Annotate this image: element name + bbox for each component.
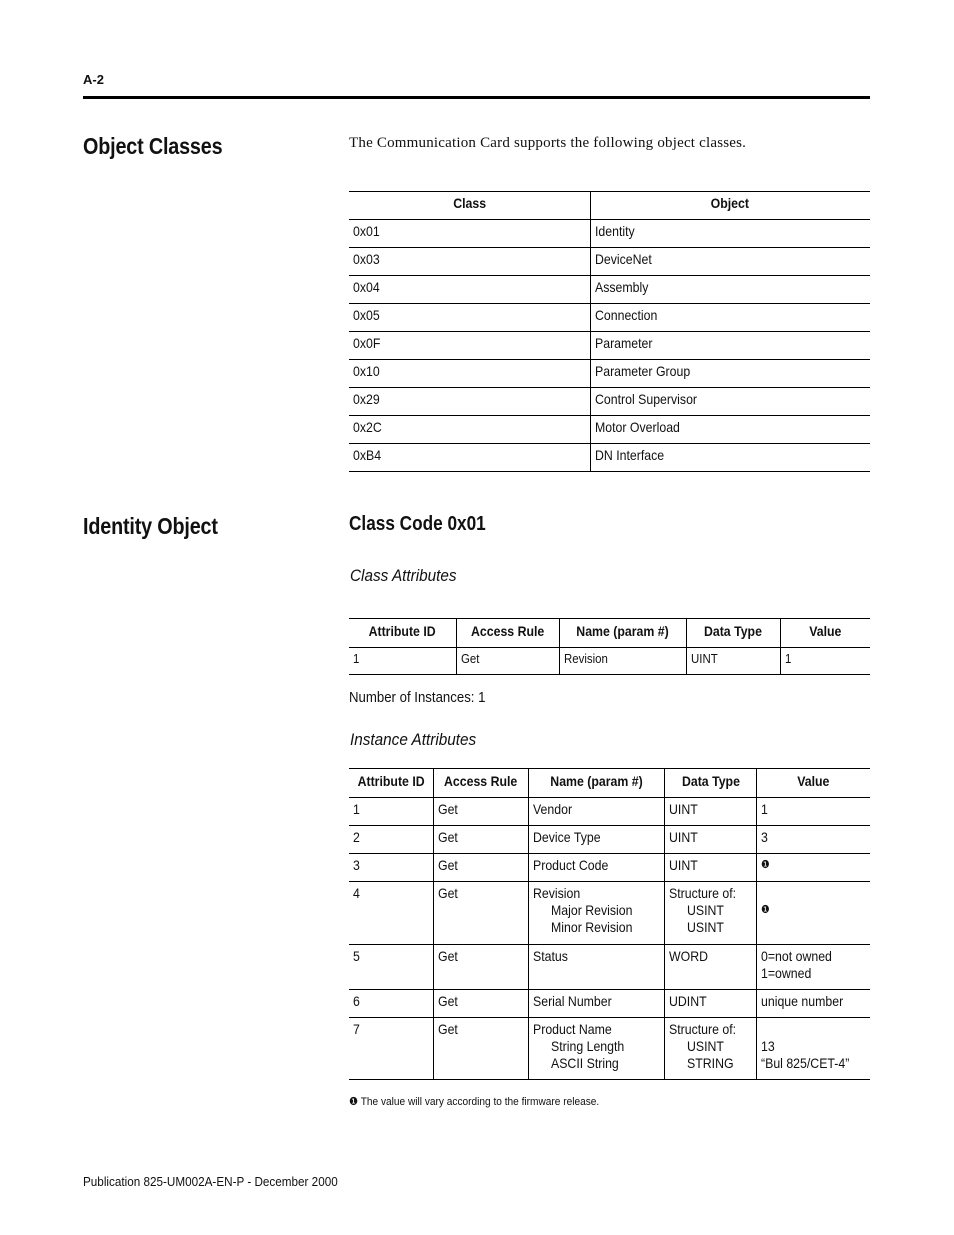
table-row — [349, 444, 870, 472]
table-cell — [349, 304, 590, 332]
column-header: Name (param #) — [559, 619, 686, 648]
cell-text: 13 — [760, 1038, 775, 1054]
table-cell — [349, 416, 590, 444]
cell-text: 0x05 — [353, 307, 380, 323]
table-cell — [528, 882, 664, 945]
cell-text: String Length — [550, 1038, 625, 1054]
table-header-row — [349, 769, 870, 798]
cell-text: Parameter — [594, 335, 653, 351]
table-row — [349, 304, 870, 332]
table-row — [349, 248, 870, 276]
sub-item — [533, 1038, 660, 1055]
number-of-instances: Number of Instances: 1 — [349, 689, 486, 706]
column-header: Attribute ID — [349, 769, 434, 798]
cell-text: Get — [438, 948, 459, 964]
column-header: Access Rule — [456, 619, 559, 648]
cell-text: Structure of: — [669, 885, 737, 901]
class-code-heading: Class Code 0x01 — [349, 513, 486, 535]
table-cell — [590, 360, 870, 388]
sub-item — [669, 902, 751, 919]
table-cell: 1 — [353, 651, 360, 666]
object-classes-intro: The Communication Card supports the following object classes. — [349, 135, 747, 151]
table-cell — [349, 360, 590, 388]
table-cell — [349, 990, 434, 1018]
sub-item — [669, 919, 751, 936]
cell-text: 4 — [353, 885, 360, 901]
column-header: Name (param #) — [528, 769, 664, 798]
table-cell — [756, 882, 870, 945]
cell-text: 3 — [353, 857, 360, 873]
sub-item — [669, 1055, 751, 1072]
cell-text: Device Type — [532, 829, 601, 845]
cell-text: Revision — [532, 885, 581, 901]
column-header: Access Rule — [434, 769, 529, 798]
cell-text: Assembly — [594, 279, 648, 295]
publication-footer: Publication 825-UM002A-EN-P - December 2000 — [83, 1174, 338, 1189]
cell-text: Get — [438, 885, 459, 901]
table-cell — [349, 882, 434, 945]
cell-text: UINT — [669, 857, 699, 873]
table-row — [349, 990, 870, 1018]
cell-text: USINT — [687, 919, 725, 935]
table-row — [349, 882, 870, 945]
table-cell — [665, 798, 756, 826]
table-cell — [349, 945, 434, 990]
table-cell — [349, 854, 434, 882]
column-header: Data Type — [686, 619, 780, 648]
table-cell — [434, 854, 529, 882]
cell-text: Product Name — [532, 1021, 612, 1037]
sub-item — [533, 902, 660, 919]
cell-text: 0xB4 — [353, 447, 382, 463]
table-header-row — [349, 619, 870, 648]
cell-text: ASCII String — [550, 1055, 619, 1071]
table-row — [349, 332, 870, 360]
cell-text: Status — [532, 948, 568, 964]
table-cell — [349, 798, 434, 826]
table-cell: UINT — [686, 648, 780, 675]
footnote-text: The value will vary according to the firmware release. — [360, 1096, 600, 1108]
column-header: Attribute ID — [349, 619, 456, 648]
table-cell: Revision — [559, 648, 686, 675]
cell-text: Serial Number — [532, 993, 612, 1009]
cell-text — [761, 885, 853, 902]
table-cell — [528, 945, 664, 990]
cell-text: Identity — [594, 223, 635, 239]
cell-text: USINT — [687, 1038, 725, 1054]
cell-text: Major Revision — [550, 902, 633, 918]
table-row — [349, 360, 870, 388]
object-classes-heading: Object Classes — [83, 133, 223, 159]
table-cell — [756, 945, 870, 990]
table-cell — [349, 220, 590, 248]
table-cell — [434, 826, 529, 854]
column-header: Object — [590, 192, 870, 220]
table-cell — [349, 332, 590, 360]
table-cell — [590, 388, 870, 416]
table-cell — [434, 945, 529, 990]
cell-text: Get — [438, 829, 459, 845]
cell-text: 0=not owned — [760, 948, 832, 964]
cell-text: 0x0F — [353, 335, 381, 351]
table-row — [349, 220, 870, 248]
table-row — [349, 826, 870, 854]
table-cell — [349, 388, 590, 416]
cell-text: UDINT — [669, 993, 708, 1009]
table-cell — [349, 826, 434, 854]
table-cell — [756, 854, 870, 882]
table-cell — [665, 882, 756, 945]
table-cell — [756, 1018, 870, 1080]
table-cell — [528, 854, 664, 882]
class-attributes-table — [349, 618, 870, 675]
cell-text: UINT — [669, 801, 699, 817]
sub-item — [533, 919, 660, 936]
table-header-row — [349, 192, 870, 220]
column-header: Value — [756, 769, 870, 798]
cell-text: 6 — [353, 993, 360, 1009]
cell-text: unique number — [760, 993, 844, 1009]
cell-text — [761, 1021, 853, 1038]
table-cell — [665, 826, 756, 854]
cell-text: 0x04 — [353, 279, 380, 295]
cell-text: 0x03 — [353, 251, 380, 267]
table-row — [349, 1018, 870, 1080]
instance-attributes-caption: Instance Attributes — [350, 730, 477, 749]
cell-text: Motor Overload — [594, 419, 680, 435]
table-cell: 1 — [780, 648, 870, 675]
cell-text: Connection — [594, 307, 657, 323]
table-row — [349, 945, 870, 990]
page-number: A-2 — [83, 72, 104, 87]
table-cell — [349, 248, 590, 276]
table-cell — [434, 798, 529, 826]
cell-text: DeviceNet — [594, 251, 652, 267]
cell-text: 7 — [353, 1021, 360, 1037]
cell-text: 1 — [760, 801, 768, 817]
cell-text: 3 — [760, 829, 768, 845]
cell-text: ❶ — [760, 904, 770, 916]
cell-text: 2 — [353, 829, 360, 845]
cell-text: Get — [438, 993, 459, 1009]
cell-text: 1=owned — [760, 965, 812, 981]
footnote-marker: ❶ — [349, 1096, 359, 1108]
column-header: Value — [780, 619, 870, 648]
instance-attributes-table — [349, 768, 870, 1080]
cell-text: Structure of: — [669, 1021, 737, 1037]
cell-text: 0x10 — [353, 363, 380, 379]
table-cell — [665, 990, 756, 1018]
table-cell — [528, 826, 664, 854]
table-row — [349, 388, 870, 416]
cell-text: Parameter Group — [594, 363, 690, 379]
table-row — [349, 798, 870, 826]
table-cell — [349, 276, 590, 304]
table-cell — [590, 416, 870, 444]
cell-text: Control Supervisor — [594, 391, 697, 407]
table-row — [349, 416, 870, 444]
table-cell — [665, 1018, 756, 1080]
table-cell — [528, 1018, 664, 1080]
table-cell — [665, 854, 756, 882]
class-attributes-caption: Class Attributes — [350, 566, 457, 585]
cell-text: DN Interface — [594, 447, 664, 463]
table-cell — [434, 882, 529, 945]
cell-text: “Bul 825/CET-4” — [760, 1055, 850, 1071]
cell-text: Minor Revision — [550, 919, 633, 935]
cell-text: WORD — [669, 948, 709, 964]
cell-text: USINT — [687, 902, 725, 918]
table-cell — [590, 444, 870, 472]
table-cell — [756, 990, 870, 1018]
cell-text: 0x2C — [353, 419, 382, 435]
table-cell — [590, 248, 870, 276]
table-cell — [590, 220, 870, 248]
table-cell — [349, 1018, 434, 1080]
table-row — [349, 648, 870, 675]
table-cell — [528, 990, 664, 1018]
table-cell — [590, 332, 870, 360]
sub-item — [533, 1055, 660, 1072]
table-row — [349, 854, 870, 882]
table-cell — [349, 444, 590, 472]
table-cell — [756, 798, 870, 826]
table-cell — [590, 276, 870, 304]
cell-text: Vendor — [532, 801, 573, 817]
cell-text: 1 — [353, 801, 360, 817]
header-rule — [83, 96, 870, 99]
column-header: Class — [349, 192, 590, 220]
cell-text: Get — [438, 801, 459, 817]
column-header: Data Type — [665, 769, 756, 798]
cell-text: 0x29 — [353, 391, 380, 407]
footnote — [349, 1095, 599, 1108]
cell-text: 5 — [353, 948, 360, 964]
cell-text: Product Code — [532, 857, 609, 873]
table-cell: Get — [456, 648, 559, 675]
table-cell — [665, 945, 756, 990]
table-cell — [756, 826, 870, 854]
identity-object-heading: Identity Object — [83, 513, 218, 539]
cell-text: UINT — [669, 829, 699, 845]
table-cell — [590, 304, 870, 332]
table-cell — [528, 798, 664, 826]
table-cell — [434, 990, 529, 1018]
sub-item — [669, 1038, 751, 1055]
cell-text: ❶ — [760, 859, 770, 871]
object-classes-table — [349, 191, 870, 472]
table-row — [349, 276, 870, 304]
cell-text: Get — [438, 1021, 459, 1037]
table-cell — [434, 1018, 529, 1080]
cell-text: STRING — [687, 1055, 734, 1071]
cell-text: 0x01 — [353, 223, 380, 239]
cell-text: Get — [438, 857, 459, 873]
